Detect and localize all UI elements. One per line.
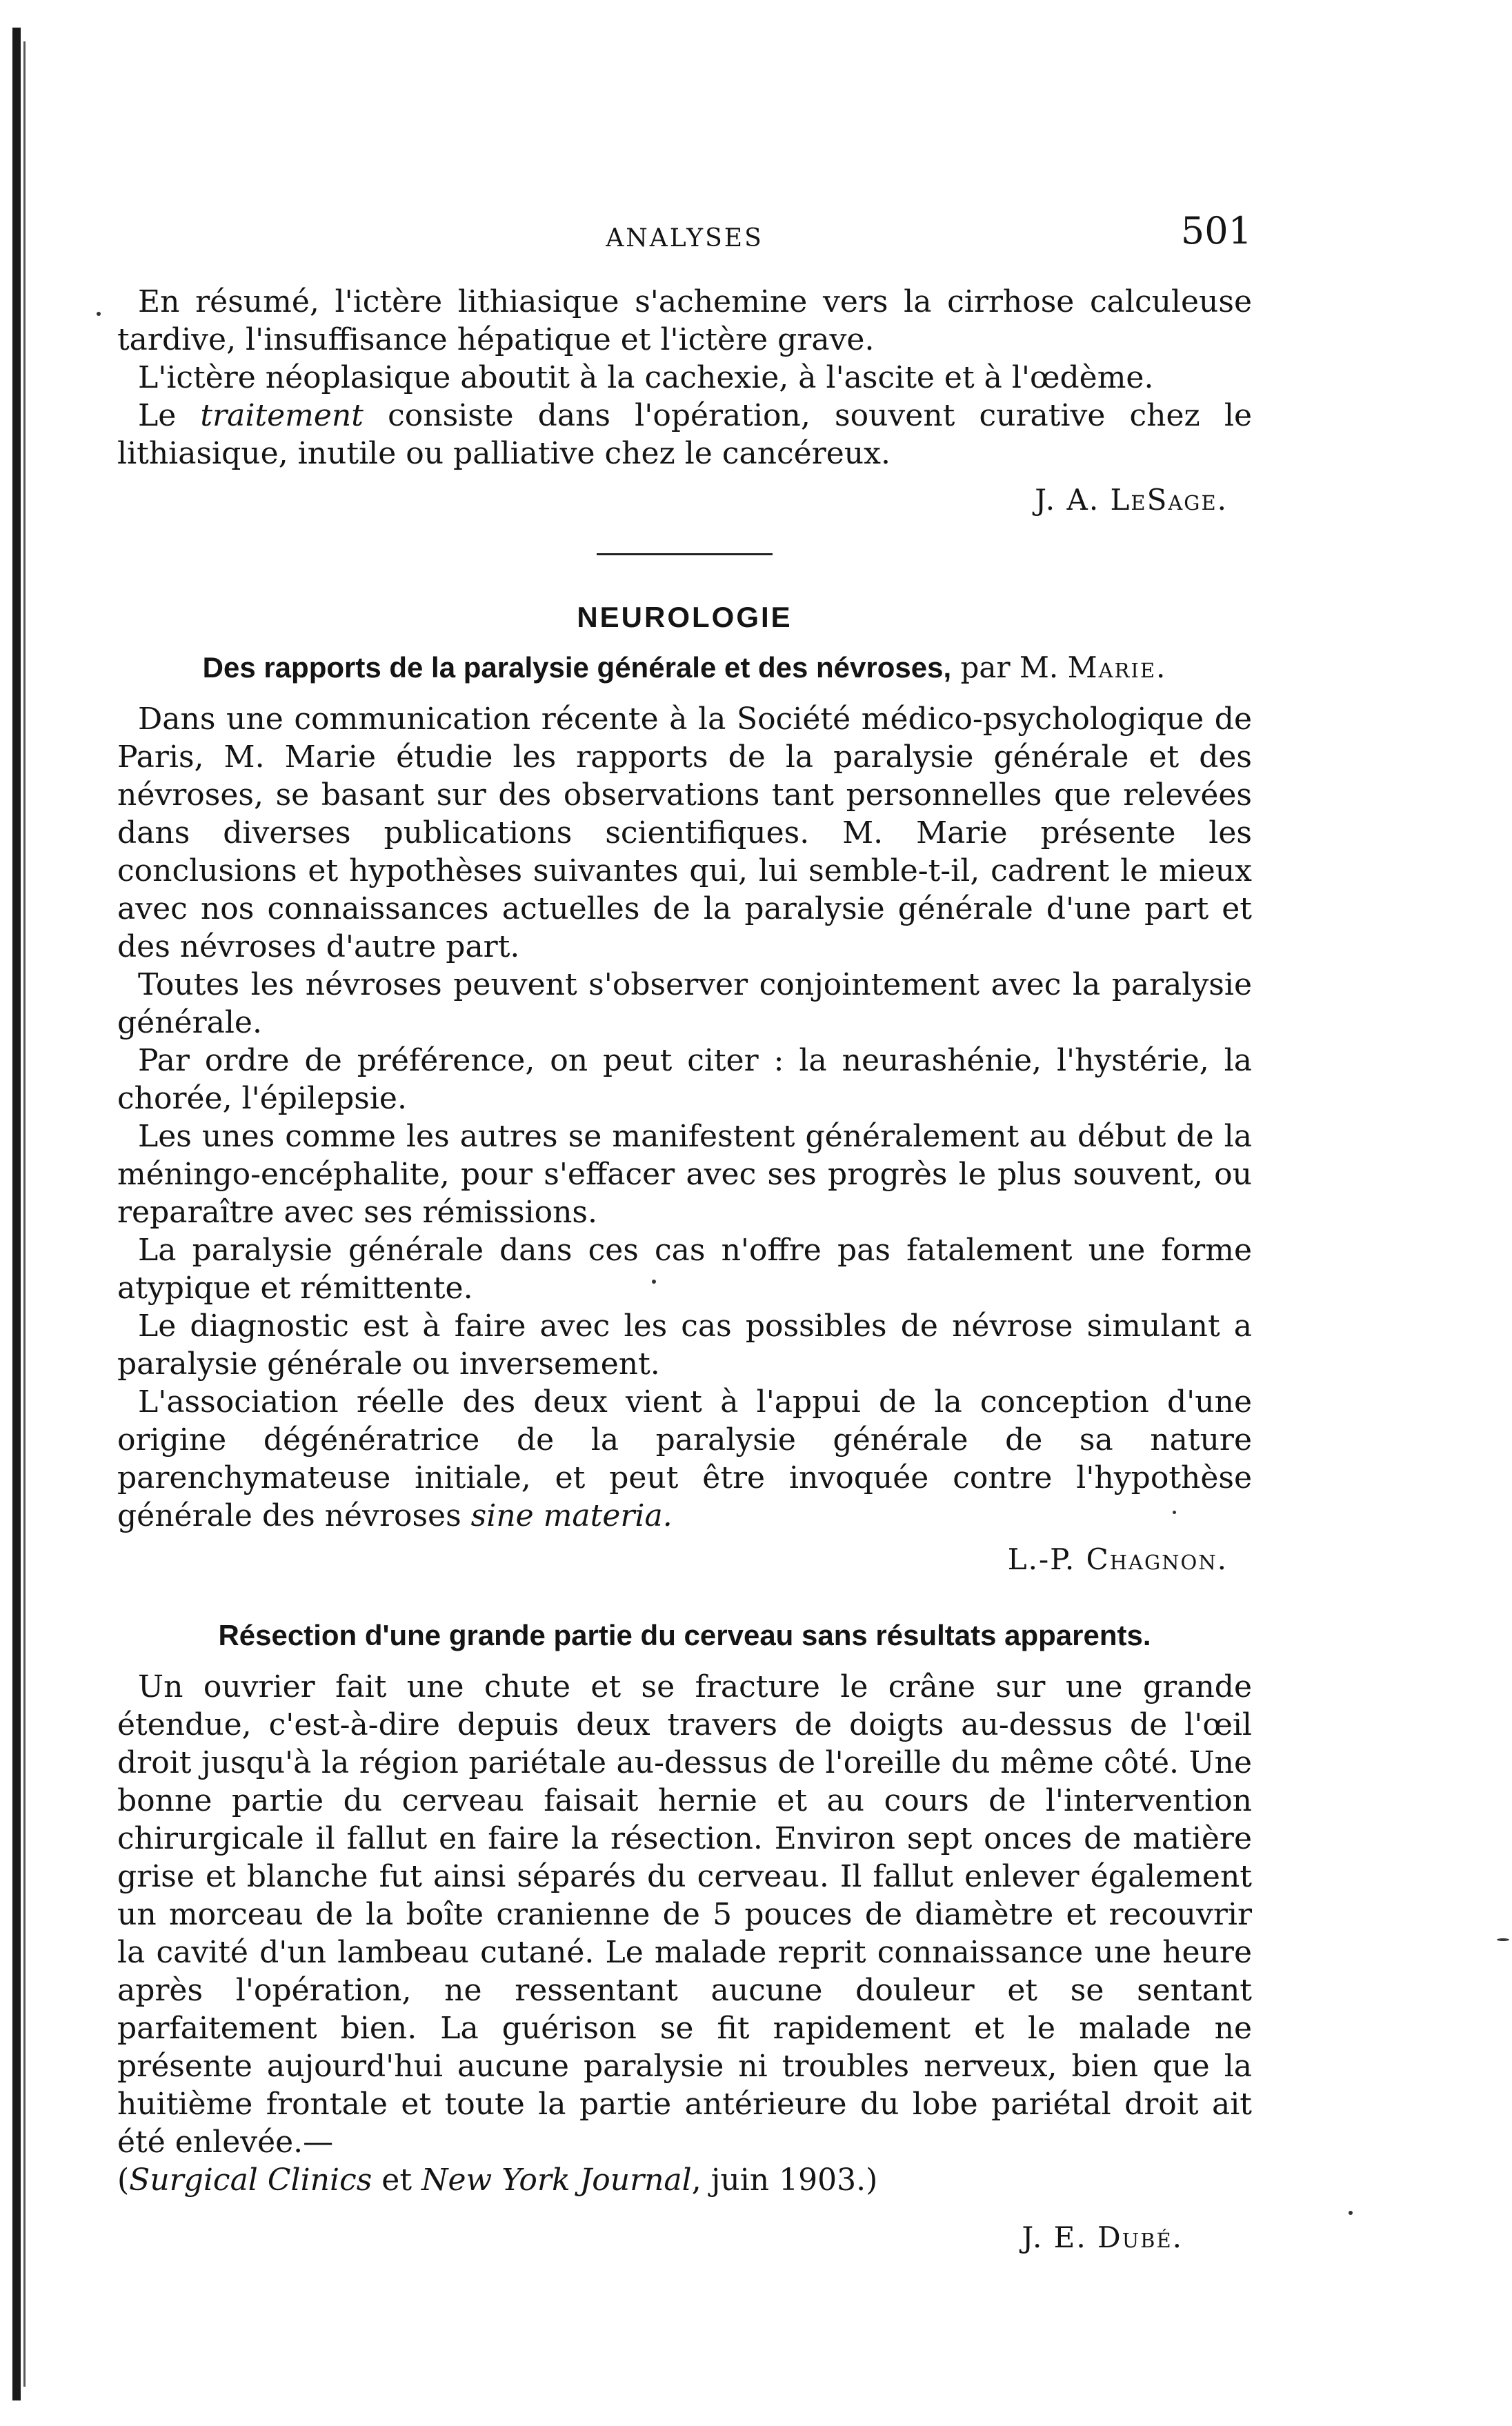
citation-conj: et (372, 2162, 422, 2198)
citation-source-2: New York Journal (421, 2162, 692, 2198)
paragraph: Le diagnostic est à faire avec les cas possibles de névrose simulant a paralysie générale ou inversement. (117, 1309, 1252, 1382)
paragraph-association (117, 1383, 1252, 1535)
author-prefix: par M. (960, 650, 1059, 684)
signature-dube: J. E. Dubé. (1022, 2220, 1183, 2254)
text-run: Le (138, 398, 201, 433)
citation-date: , juin 1903.) (691, 2162, 878, 2198)
page-number: 501 (1180, 209, 1252, 252)
running-header (117, 207, 1252, 259)
citation-open: ( (117, 2162, 130, 2198)
scan-speck (652, 1280, 656, 1284)
article-title: Résection d'une grande partie du cerveau sans résultats apparents. (218, 1619, 1151, 1651)
paragraph: La paralysie générale dans ces cas n'offre pas fatalement une forme atypique et rémittente. (117, 1233, 1252, 1306)
section-divider (597, 553, 773, 555)
paragraph (117, 1668, 1252, 2199)
section-heading: NEUROLOGIE (577, 601, 793, 633)
paragraph: En résumé, l'ictère lithiasique s'achemine vers la cirrhose calculeuse tardive, l'insuffisance hépatique et l'ictère grave. (117, 284, 1252, 357)
article-resection-cerveau (117, 1616, 1252, 2256)
paragraph: Dans une communication récente à la Société médico-psychologique de Paris, M. Marie étudie les rapports de la paralysie générale et des névroses, se basant sur des observations tant personnelles que relevées dans diverses publications scientifiques. M. Marie présente les conclusions et hypothèses suivantes qui, lui semble-t-il, cadrent le mieux avec nos connaissances actuelles de la paralysie générale d'une part et des névroses d'autre part. (117, 702, 1252, 964)
text-run: L'association réelle des deux vient à l'appui de la conception d'une origine dégénératrice de la paralysie générale de sa nature parenchymateuse initiale, et peut être invoquée contre l'hypothèse générale des névroses (117, 1384, 1252, 1533)
scan-speck (1173, 1511, 1176, 1514)
article-lithiasis-conclusion (117, 283, 1252, 519)
paragraph-treatment (117, 397, 1252, 473)
italic-term: sine materia. (470, 1498, 673, 1533)
signature-chagnon: L.-P. Chagnon. (1007, 1542, 1228, 1576)
text-run: consiste dans l'opération, souvent curative chez le lithiasique, inutile ou palliative chez le cancéreux. (117, 398, 1253, 471)
italic-term: traitement (200, 398, 364, 433)
article-title-line (117, 648, 1252, 686)
running-title: ANALYSES (606, 224, 764, 252)
paragraph: L'ictère néoplasique aboutit à la cachexie, à l'ascite et à l'œdème. (138, 360, 1154, 395)
text-run: Un ouvrier fait une chute et se fracture le crâne sur une grande étendue, c'est-à-dire depuis deux travers de doigts au-dessus de l'œil droit jusqu'à la région pariétale au-dessus de l'oreille du même côté. Une bonne partie du cerveau faisait hernie et au cours de l'intervention chirurgicale il fallut en faire la résection. Environ sept onces de matière grise et blanche fut ainsi séparés du cerveau. Il fallut enlever également un morceau de la boîte cranienne de 5 pouces de diamètre et recouvrir la cavité d'un lambeau cutané. Le malade reprit connaissance une heure après l'opération, ne ressentant aucune douleur et se sentant parfaitement bien. La guérison se fit rapidement et le malade ne présente aujourd'hui aucune paralysie ni troubles nerveux, bien que la huitième frontale et toute la partie antérieure du lobe pariétal droit ait été enlevée.— (117, 1669, 1252, 2160)
binding-edge (12, 28, 21, 2400)
paragraph: Toutes les névroses peuvent s'observer conjointement avec la paralysie générale. (117, 967, 1252, 1040)
signature-lesage: J. A. LeSage. (1035, 483, 1228, 517)
binding-edge-shadow (23, 41, 26, 2387)
citation-source-1: Surgical Clinics (129, 2162, 372, 2198)
scan-speck (97, 312, 101, 316)
article-paralysie-nevroses (117, 648, 1252, 1578)
article-author: Marie. (1067, 650, 1167, 684)
page-content (117, 207, 1252, 2256)
article-title-line (117, 1616, 1252, 1654)
scan-speck (1497, 1938, 1509, 1941)
paragraph: Par ordre de préférence, on peut citer : la neurashénie, l'hystérie, la chorée, l'épilepsie. (117, 1043, 1252, 1116)
article-title: Des rapports de la paralysie générale et des névroses, (202, 651, 952, 684)
paragraph: Les unes comme les autres se manifestent généralement au début de la méningo-encéphalite, pour s'effacer avec ses progrès le plus souvent, ou reparaître avec ses rémissions. (117, 1119, 1252, 1230)
scan-speck (1349, 2211, 1353, 2215)
